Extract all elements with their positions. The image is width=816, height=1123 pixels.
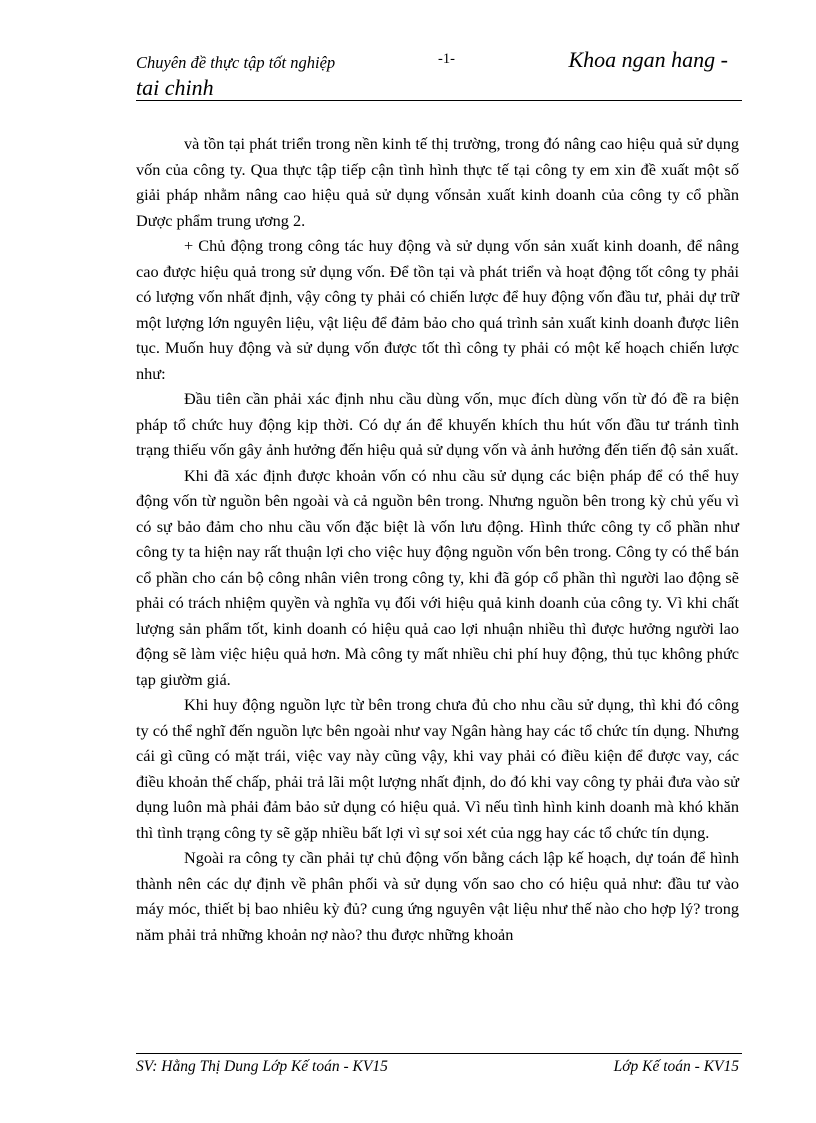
footer-class-info: Lớp Kế toán - KV15 (613, 1058, 739, 1075)
page-footer (136, 1058, 739, 1080)
page-header (136, 47, 742, 103)
paragraph: Khi huy động nguồn lực từ bên trong chưa đủ cho nhu cầu sử dụng, thì khi đó công ty có thể nghĩ đến nguồn lực bên ngoài như vay Ngân hàng hay các tổ chức tín dụng. Nhưng cái gì cũng có mặt trái, việc vay này cũng vậy, khi vay phải có điều kiện để được vay, các điều khoản thế chấp, phải trả lãi một lượng nhất định, do đó khi vay công ty phải đưa vào sử dụng luôn mà phải đảm bảo sử dụng có hiệu quả. Vì nếu tình hình kinh doanh mà khó khăn thì tình trạng công ty sẽ gặp nhiều bất lợi vì sự soi xét của ngg hay các tổ chức tín dụng. (136, 695, 739, 842)
paragraph: Ngoài ra công ty cần phải tự chủ động vốn bằng cách lập kế hoạch, dự toán để hình thành nên các dự định về phân phối và sử dụng vốn sao cho có hiệu quả như: đầu tư vào máy móc, thiết bị bao nhiêu kỳ đủ? cung ứng nguyên vật liệu như thế nào cho hợp lý? trong năm phải trả những khoản nợ nào? thu được những khoản (136, 848, 739, 944)
footer-student-info: SV: Hằng Thị Dung Lớp Kế toán - KV15 (136, 1058, 388, 1075)
header-faculty-line2: tai chinh (136, 75, 214, 100)
footer-divider (136, 1053, 742, 1054)
paragraph: và tồn tại phát triển trong nền kinh tế thị trường, trong đó nâng cao hiệu quả sử dụng vốn của công ty. Qua thực tập tiếp cận tình hình thực tế tại công ty em xin đề xuất một số giải pháp nhằm nâng cao hiệu quả sử dụng vốnsản xuất kinh doanh của công ty cổ phần Dược phẩm trung ương 2. (136, 134, 739, 230)
header-divider (136, 100, 742, 101)
header-faculty-line1: Khoa ngan hang - (568, 47, 728, 72)
document-body (136, 131, 739, 947)
paragraph: Khi đã xác định được khoản vốn có nhu cầu sử dụng các biện pháp để có thể huy động vốn từ nguồn bên ngoài và cả nguồn bên trong. Nhưng nguồn bên trong kỳ chủ yếu vì có sự bảo đảm cho nhu cầu vốn đặc biệt là vốn lưu động. Hình thức công ty cổ phần như công ty ta hiện nay rất thuận lợi cho việc huy động nguồn vốn bên trong. Công ty có thể bán cổ phần cho cán bộ công nhân viên trong công ty, khi đã góp cổ phần thì người lao động sẽ phải có trách nhiệm quyền và nghĩa vụ đối với hiệu quả kinh doanh của công ty. Vì khi chất lượng sản phẩm tốt, kinh doanh có hiệu quả cao lợi nhuận nhiều thì được hưởng người lao động sẽ làm việc hiệu quả hơn. Mà công ty mất nhiều chi phí huy động, thủ tục không phức tạp giườm giá. (136, 465, 739, 689)
header-document-title: Chuyên đề thực tập tốt nghiệp (136, 53, 336, 72)
paragraph: + Chủ động trong công tác huy động và sử dụng vốn sản xuất kinh doanh, để nâng cao được hiệu quả trong sử dụng vốn. Để tồn tại và phát triển và hoạt động tốt công ty phải có lượng vốn nhất định, vậy công ty phải có chiến lược để huy động vốn đầu tư, phải dự trữ một lượng lớn nguyên liệu, vật liệu để đảm bảo cho quá trình sản xuất kinh doanh được liên tục. Muốn huy động và sử dụng vốn được tốt thì công ty phải có một kế hoạch chiến lược như: (136, 236, 739, 383)
paragraph: Đầu tiên cần phải xác định nhu cầu dùng vốn, mục đích dùng vốn từ đó đề ra biện pháp tổ chức huy động kịp thời. Có dự án để khuyến khích thu hút vốn đầu tư tránh tình trạng thiếu vốn gây ảnh hưởng đến hiệu quả sử dụng vốn và ảnh hưởng đến tiến độ sản xuất. (136, 389, 739, 459)
header-page-number: -1- (438, 51, 455, 67)
